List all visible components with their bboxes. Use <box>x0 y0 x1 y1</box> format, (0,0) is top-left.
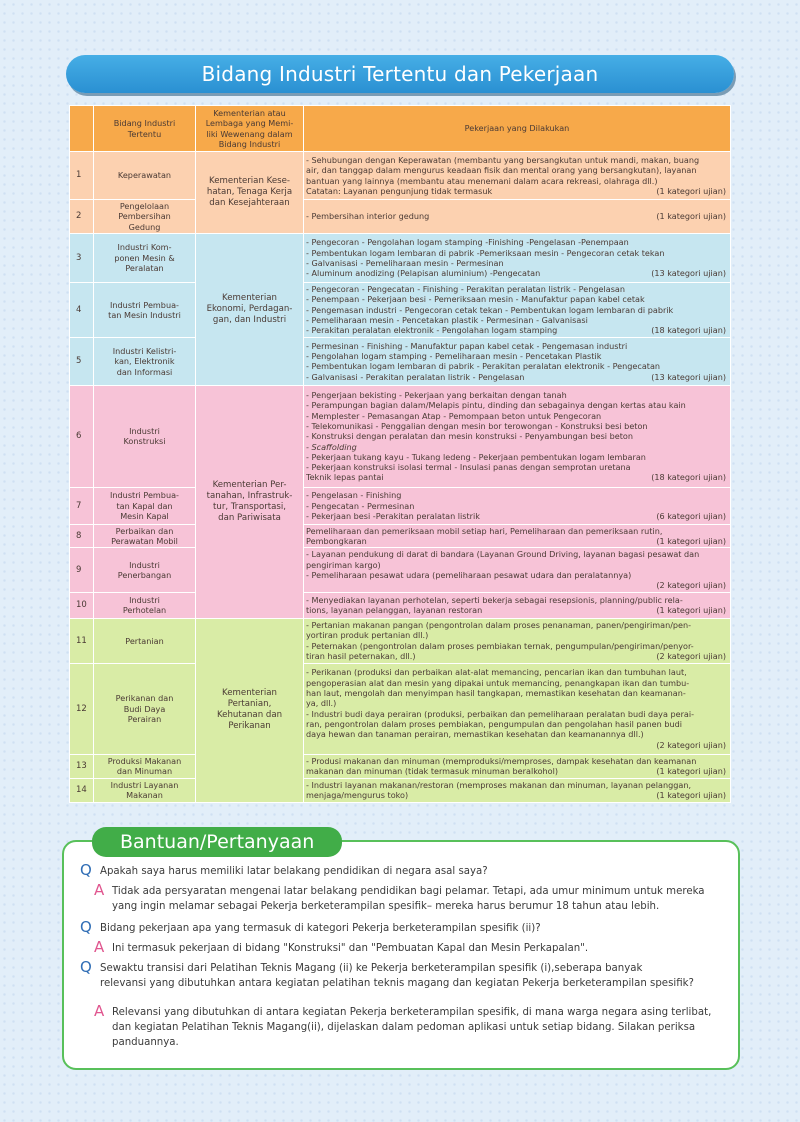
header-field <box>94 106 196 152</box>
ministry-line: tur, Transportasi, <box>213 501 286 512</box>
field-line: Industri Kelistri- <box>112 345 177 356</box>
table-row <box>70 548 731 592</box>
field-line: Industri Kom- <box>117 242 172 253</box>
job-line <box>306 790 728 800</box>
field-line: ponen Mesin & <box>114 252 175 263</box>
row-number: 4 <box>70 282 94 337</box>
job-line: pengoperasian alat dan mesin yang dipakai untuk memancing, penangkapan ikan dan tumbu- <box>306 677 690 688</box>
header-ministry-line: liki Wewenang dalam <box>206 128 293 139</box>
exam-count: (2 kategori ujian) <box>656 739 726 750</box>
row-jobs <box>304 282 731 337</box>
field-line: Perbaikan dan <box>115 525 174 536</box>
answer-text: Ini termasuk pekerjaan di bidang "Konstruksi" dan "Pembuatan Kapal dan Mesin Perkapalan". <box>112 943 589 954</box>
question <box>80 918 541 936</box>
row-field <box>94 152 196 200</box>
job-line <box>306 268 728 278</box>
ministry-line: Pertanian, <box>227 699 272 710</box>
row-number: 9 <box>70 548 94 592</box>
field-line: Perairan <box>127 713 162 724</box>
job-line: - Penempaan - Pekerjaan besi - Pemeriksaan mesin - Manufaktur papan kabel cetak <box>306 294 645 305</box>
row-number: 6 <box>70 385 94 487</box>
field-line: Peralatan <box>125 263 164 274</box>
field-line: Gedung <box>128 221 161 232</box>
row-field <box>94 282 196 337</box>
job-line: - Pemeliharaan pesawat udara (pemeliharaan pesawat udara dan peralatannya) <box>306 570 632 581</box>
question-text: Bidang pekerjaan apa yang termasuk di kategori Pekerja berketerampilan spesifik (ii)? <box>100 923 541 934</box>
question <box>80 958 694 991</box>
exam-count: (1 kategori ujian) <box>656 766 726 777</box>
job-line: - Pengolahan logam stamping - Pemeliharaan mesin - Pencetakan Plastik <box>306 351 602 362</box>
table-row <box>70 282 731 337</box>
header-ministry-line: Bidang Industri <box>218 138 281 149</box>
answer-marker: A <box>94 881 105 899</box>
table-row <box>70 754 731 778</box>
exam-count: (2 kategori ujian) <box>656 580 726 591</box>
job-line <box>306 605 728 615</box>
job-line: - Pengecatan - Permesinan <box>306 500 415 511</box>
job-line: daya hewan dan tanaman perairan, memastikan kesehatan dan keamanannya dll.) <box>306 729 644 740</box>
job-line: - Konstruksi dengan peralatan dan mesin konstruksi - Penyambungan besi beton <box>306 431 633 442</box>
job-line: air, dan tanggap dalam mengurus keadaan fisik dan mental orang yang bersangkutan), layanan <box>306 165 697 176</box>
row-ministry <box>196 152 304 234</box>
row-field <box>94 200 196 234</box>
job-line: - Pekerjaan tukang kayu - Tukang ledeng - Pekerjaan pembentukan logam lembaran <box>306 451 646 462</box>
row-jobs <box>304 618 731 663</box>
row-field <box>94 385 196 487</box>
row-number: 10 <box>70 592 94 618</box>
job-line: han laut, mengolah dan menyimpan hasil tangkapan, memastikan kesehatan dan keamanan- <box>306 688 686 699</box>
job-line: - Pemeliharaan mesin - Pencetakan plastik - Permesinan - Galvanisasi <box>306 315 588 326</box>
job-line: - Industri layanan makanan/restoran (memproses makanan dan minuman, layanan pelanggan, <box>306 779 692 790</box>
row-field <box>94 487 196 524</box>
question-marker: Q <box>80 861 92 879</box>
job-line: - Perikanan (produksi dan perbaikan alat-alat memancing, pencarian ikan dan tumbuhan laut, <box>306 667 687 678</box>
table-row <box>70 618 731 663</box>
job-line: - Pengecoran - Pengecatan - Finishing - Perakitan peralatan listrik - Pengelasan <box>306 284 626 295</box>
job-line: - Layanan pendukung di darat di bandara (Layanan Ground Driving, layanan bagasi pesawat dan <box>306 549 700 560</box>
answer-text: Relevansi yang dibutuhkan di antara kegiatan Pekerja berketerampilan spesifik, di mana warga negara asing terlibat, <box>112 1007 712 1018</box>
ministry-line: dan Pariwisata <box>218 512 281 523</box>
job-line: - Pembentukan logam lembaran di pabrik -Pemeriksaan mesin - Pengecoran cetak tekan <box>306 247 665 258</box>
field-line: dan Minuman <box>116 766 173 777</box>
table-row <box>70 524 731 548</box>
field-line: Penerbangan <box>117 570 172 581</box>
field-line: Industri <box>129 426 160 437</box>
job-line: - Pengemasan industri - Pengecoran cetak tekan - Pembentukan logam lembaran di pabrik <box>306 304 674 315</box>
field-line: dan Informasi <box>116 366 173 377</box>
job-line: - Sehubungan dengan Keperawatan (membantu yang bersangkutan untuk mandi, makan, buang <box>306 154 700 165</box>
row-jobs <box>304 592 731 618</box>
header-no <box>70 106 94 152</box>
field-line: Industri Layanan <box>110 779 179 790</box>
job-line: ya, dll.) <box>306 698 337 709</box>
row-jobs <box>304 754 731 778</box>
field-line: Pengelolaan <box>119 201 170 211</box>
ministry-line: hatan, Tenaga Kerja <box>206 186 293 197</box>
job-text: - Perakitan peralatan elektronik - Pengolahan logam stamping <box>306 325 558 336</box>
answer-text: yang ingin melamar sebagai Pekerja berketerampilan spesifik– mereka harus berumur 18 tahun atau lebih. <box>112 901 660 912</box>
row-jobs <box>304 200 731 234</box>
field-line: Pertanian <box>125 635 164 646</box>
table-header-row <box>70 106 731 152</box>
field-line: Industri <box>129 559 160 570</box>
job-line: - Pengerjaan bekisting - Pekerjaan yang berkaitan dengan tanah <box>306 390 567 401</box>
exam-count: (18 kategori ujian) <box>651 472 726 483</box>
job-line: - Pembentukan logam lembaran di pabrik - Perakitan peralatan elektronik - Pengecatan <box>306 361 661 372</box>
answer-text: dan kegiatan Pelatihan Teknis Magang(ii), dijelaskan dalam pedoman aplikasi untuk setiap bidang. Silakan periksa <box>112 1022 696 1033</box>
question <box>80 861 488 879</box>
row-jobs <box>304 385 731 487</box>
job-line <box>306 186 728 196</box>
industry-table <box>69 105 731 803</box>
row-number: 11 <box>70 618 94 663</box>
row-number: 7 <box>70 487 94 524</box>
question-text: Apakah saya harus memiliki latar belakang pendidikan di negara asal saya? <box>100 866 488 877</box>
exam-count: (13 kategori ujian) <box>651 268 726 279</box>
table-row <box>70 200 731 234</box>
job-line: - Memplester - Pemasangan Atap - Pemompaan beton untuk Pengecoran <box>306 410 602 421</box>
field-line: Industri Pembua- <box>110 299 179 310</box>
row-jobs <box>304 487 731 524</box>
row-ministry <box>196 618 304 802</box>
job-line <box>306 740 728 750</box>
job-text: Catatan: Layanan pengunjung tidak termasuk <box>306 185 493 196</box>
row-field <box>94 524 196 548</box>
exam-count: (6 kategori ujian) <box>656 511 726 522</box>
job-text: makanan dan minuman (tidak termasuk minuman beralkohol) <box>306 766 559 777</box>
job-text: menjaga/mengurus toko) <box>306 790 409 801</box>
row-number: 14 <box>70 778 94 802</box>
job-line <box>306 651 728 661</box>
row-field <box>94 754 196 778</box>
job-line: - Pengelasan - Finishing <box>306 490 402 501</box>
header-ministry <box>196 106 304 152</box>
job-line: - Perampungan bagian dalam/Melapis pintu, dinding dan sebagainya dengan kertas atau kain <box>306 400 686 411</box>
answer-marker: A <box>94 1002 105 1020</box>
job-line: - Scaffolding <box>306 441 357 452</box>
job-line: - Telekomunikasi - Penggalian dengan mesin bor terowongan - Konstruksi besi beton <box>306 420 648 431</box>
field-line: Konstruksi <box>123 436 166 447</box>
job-text: tiran hasil peternakan, dll.) <box>306 650 416 661</box>
row-number: 3 <box>70 233 94 282</box>
answer <box>94 881 705 914</box>
answer <box>94 1002 712 1050</box>
job-text: - Pekerjaan besi -Perakitan peralatan listrik <box>306 511 480 522</box>
job-line: - Pekerjaan konstruksi isolasi termal - Insulasi panas dengan semprotan uretana <box>306 462 631 473</box>
question-text: Sewaktu transisi dari Pelatihan Teknis Magang (ii) ke Pekerja berketerampilan spesifik (i),seberapa banyak <box>100 963 643 974</box>
field-line: Industri Pembua- <box>110 490 179 501</box>
ministry-line: Kehutanan dan <box>216 710 283 721</box>
question-text: relevansi yang dibutuhkan antara kegiatan pelatihan teknis magang dan kegiatan Pekerja berketerampilan spesifik? <box>100 978 694 989</box>
job-text: - Pembersihan interior gedung <box>306 211 430 222</box>
row-jobs <box>304 548 731 592</box>
ministry-line: gan, dan Industri <box>212 314 287 325</box>
exam-count: (1 kategori ujian) <box>656 790 726 801</box>
job-line <box>306 325 728 335</box>
exam-count: (1 kategori ujian) <box>656 536 726 547</box>
row-field <box>94 592 196 618</box>
field-line: Budi Daya <box>123 703 166 714</box>
row-jobs <box>304 337 731 385</box>
ministry-line: Kementerian Per- <box>212 479 287 490</box>
row-field <box>94 233 196 282</box>
job-text: - Galvanisasi - Perakitan peralatan listrik - Pengelasan <box>306 371 525 382</box>
table-row <box>70 385 731 487</box>
table-body <box>70 152 731 803</box>
job-line: Pemeliharaan dan pemeriksaan mobil setiap hari, Pemeliharaan dan pemeriksaan rutin, <box>306 525 663 536</box>
table-row <box>70 663 731 754</box>
job-line: - Permesinan - Finishing - Manufaktur papan kabel cetak - Pengemasan industri <box>306 340 628 351</box>
job-line: ran, pengontrolan dalam proses pembiakan, pengumpulan dan pengolahan hasil panen budi <box>306 718 682 729</box>
field-line: Keperawatan <box>117 170 172 181</box>
job-text: Pembongkaran <box>306 536 367 547</box>
answer-text: Tidak ada persyaratan mengenai latar belakang pendidikan bagi pelamar. Tetapi, ada umur minimum untuk mereka <box>112 886 705 897</box>
ministry-line: dan Kesejahteraan <box>209 197 290 208</box>
row-ministry <box>196 385 304 618</box>
field-line: Pembersihan <box>118 211 171 222</box>
exam-count: (18 kategori ujian) <box>651 325 726 336</box>
job-line <box>306 536 728 546</box>
row-jobs <box>304 778 731 802</box>
banner-title: Bidang Industri Tertentu dan Pekerjaan <box>201 62 599 86</box>
job-text: - Aluminum anodizing (Pelapisan aluminium) -Pengecatan <box>306 268 541 279</box>
row-field <box>94 337 196 385</box>
job-line: - Pengecoran - Pengolahan logam stamping -Finishing -Pengelasan -Penempaan <box>306 237 629 248</box>
row-field <box>94 548 196 592</box>
row-number: 13 <box>70 754 94 778</box>
field-line: Perhotelan <box>122 605 167 616</box>
field-line: Makanan <box>126 790 163 801</box>
field-line: tan Mesin Industri <box>108 309 181 320</box>
job-line <box>306 372 728 382</box>
answer-text: panduannya. <box>112 1037 179 1048</box>
job-line: pengiriman kargo) <box>306 559 381 570</box>
row-number: 1 <box>70 152 94 200</box>
row-jobs <box>304 663 731 754</box>
header-ministry-line: Lembaga yang Memi- <box>205 118 294 129</box>
ministry-line: tanahan, Infrastruk- <box>206 490 293 501</box>
table-row <box>70 337 731 385</box>
job-line: - Industri budi daya perairan (produksi, perbaikan dan pemeliharaan peralatan budi daya perai- <box>306 708 695 719</box>
job-line <box>306 766 728 776</box>
row-field <box>94 618 196 663</box>
header-jobs: Pekerjaan yang Dilakukan <box>304 106 731 152</box>
job-text: tions, layanan pelanggan, layanan restoran <box>306 605 483 616</box>
job-line: - Galvanisasi - Pemeliharaan mesin - Permesinan <box>306 257 504 268</box>
row-jobs <box>304 524 731 548</box>
ministry-line: Kementerian <box>222 292 277 303</box>
job-line <box>306 472 728 482</box>
field-line: Perikanan dan <box>115 693 174 704</box>
header-field-text: Bidang Industri Tertentu <box>113 118 176 139</box>
ministry-line: Kementerian Kese- <box>209 175 290 186</box>
row-number: 2 <box>70 200 94 234</box>
job-line: - Menyediakan layanan perhotelan, seperti bekerja sebagai resepsionis, planning/public rela- <box>306 594 683 605</box>
job-line: - Produsi makanan dan minuman (memproduksi/memproses, dampak kesehatan dan keamanan <box>306 755 697 766</box>
section-banner <box>66 55 734 93</box>
job-line <box>306 211 728 221</box>
job-line: yortiran produk pertanian dll.) <box>306 630 429 641</box>
question-marker: Q <box>80 918 92 936</box>
ministry-line: Kementerian <box>222 688 277 699</box>
row-number: 8 <box>70 524 94 548</box>
job-line <box>306 580 728 590</box>
field-line: kan, Elektronik <box>114 356 175 367</box>
ministry-line: Ekonomi, Perdagan- <box>206 303 293 314</box>
row-ministry <box>196 233 304 385</box>
table-row <box>70 592 731 618</box>
row-number: 5 <box>70 337 94 385</box>
header-ministry-line: Kementerian atau <box>213 107 286 118</box>
exam-count: (1 kategori ujian) <box>656 605 726 616</box>
ministry-line: Perikanan <box>228 721 271 732</box>
table-row <box>70 152 731 200</box>
table-row <box>70 778 731 802</box>
job-line: - Pertanian makanan pangan (pengontrolan dalam proses penanaman, panen/pengiriman/pen- <box>306 620 692 631</box>
field-line: Industri <box>129 594 160 605</box>
job-line <box>306 511 728 521</box>
qa-title: Bantuan/Pertanyaan <box>92 827 342 857</box>
row-number: 12 <box>70 663 94 754</box>
row-field <box>94 663 196 754</box>
exam-count: (13 kategori ujian) <box>651 371 726 382</box>
field-line: Produksi Makanan <box>107 755 182 766</box>
table-row <box>70 233 731 282</box>
field-line: tan Kapal dan <box>116 500 173 511</box>
job-text: Teknik lepas pantai <box>306 472 384 483</box>
job-line: - Peternakan (pengontrolan dalam proses pembiakan ternak, pengumpulan/pengiriman/penyor- <box>306 640 694 651</box>
row-jobs <box>304 152 731 200</box>
field-line: Mesin Kapal <box>120 511 169 522</box>
row-jobs <box>304 233 731 282</box>
question-marker: Q <box>80 958 92 976</box>
answer <box>94 938 589 956</box>
exam-count: (1 kategori ujian) <box>656 211 726 222</box>
table-row <box>70 487 731 524</box>
job-line: bantuan yang lainnya (membantu atau menemani dalam acara rekreasi, olahraga dll.) <box>306 175 658 186</box>
row-field <box>94 778 196 802</box>
field-line: Perawatan Mobil <box>111 536 178 547</box>
answer-marker: A <box>94 938 105 956</box>
exam-count: (1 kategori ujian) <box>656 185 726 196</box>
exam-count: (2 kategori ujian) <box>656 650 726 661</box>
